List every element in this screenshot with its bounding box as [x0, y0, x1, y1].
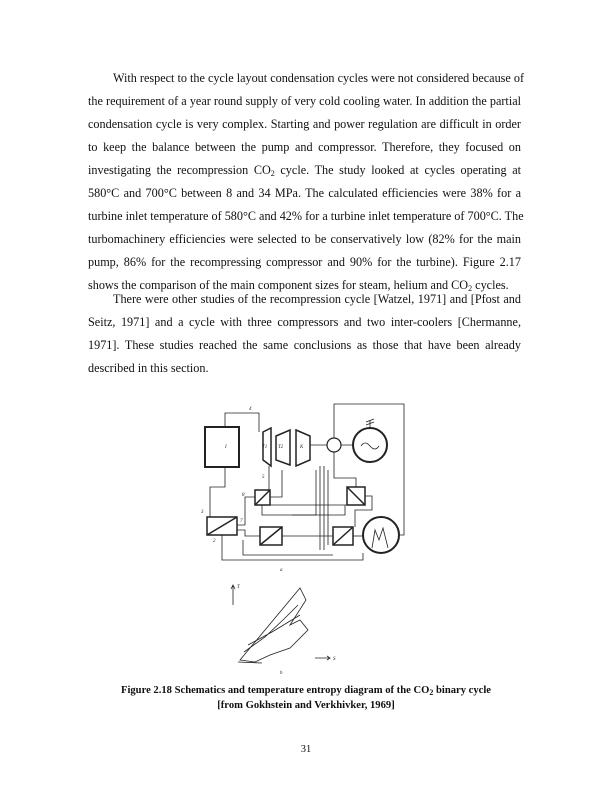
text-line: shows the comparison of the main component sizes for steam, helium and $CO_2$ cycles. — [88, 278, 509, 293]
label: T — [237, 585, 240, 590]
label: K — [300, 445, 304, 450]
ts-diagram — [231, 585, 330, 663]
text-line: to keep the balance between the pump and compressor. Therefore, they focused on — [88, 140, 521, 154]
text-line: turbomachinery efficiencies were selected to be conservatively low (82% for the main — [88, 232, 521, 246]
figure-labels — [201, 407, 304, 573]
label: a — [280, 568, 283, 573]
figure-caption-line-2: [from Gokhstein and Verkhivker, 1969] — [217, 700, 395, 711]
text-line: 1971]. These studies reached the same conclusions as those that have been already — [88, 338, 521, 352]
text-line: described in this section. — [88, 361, 209, 375]
figure-caption-line-1: Figure 2.18 Schematics and temperature entropy diagram of the $CO_2$ binary cycle — [120, 685, 492, 697]
page-number: 31 — [300, 744, 312, 755]
text-line: turbine inlet temperature of 580°C and 42% for a turbine inlet temperature of 700°C. The — [88, 209, 524, 223]
text-line: investigating the recompression $CO_2$ cycle. The study looked at cycles operating at — [88, 163, 521, 178]
text-line: condensation cycle is very complex. Starting and power regulation are difficult in order — [88, 117, 521, 131]
text-line: Seitz, 1971] and a cycle with three compressors and two inter-coolers [Chermanne, — [88, 315, 521, 329]
text-line: pump, 86% for the recompressing compressor and 90% for the turbine). Figure 2.17 — [88, 255, 521, 269]
label: T2 — [278, 445, 284, 450]
label: 5 — [262, 475, 265, 480]
text-line: the requirement of a year round supply of very cold cooling water. In addition the partial — [88, 94, 521, 108]
label: 3 — [201, 510, 204, 515]
label: b — [280, 671, 283, 676]
text-line: With respect to the cycle layout condensation cycles were not considered because of — [113, 71, 525, 85]
text-line: There were other studies of the recompression cycle [Watzel, 1971] and [Pfost and — [113, 292, 521, 306]
boiler-box — [205, 427, 239, 467]
label: T1 — [262, 445, 268, 450]
label: S — [333, 657, 336, 662]
label: 4 — [249, 407, 252, 412]
label: 8 — [242, 493, 245, 498]
label: 7 — [240, 519, 243, 524]
label: 2 — [213, 539, 216, 544]
text-line: 580°C and 700°C between 8 and 34 MPa. The calculated efficiencies were 38% for a — [88, 186, 521, 200]
label: I — [225, 445, 227, 450]
